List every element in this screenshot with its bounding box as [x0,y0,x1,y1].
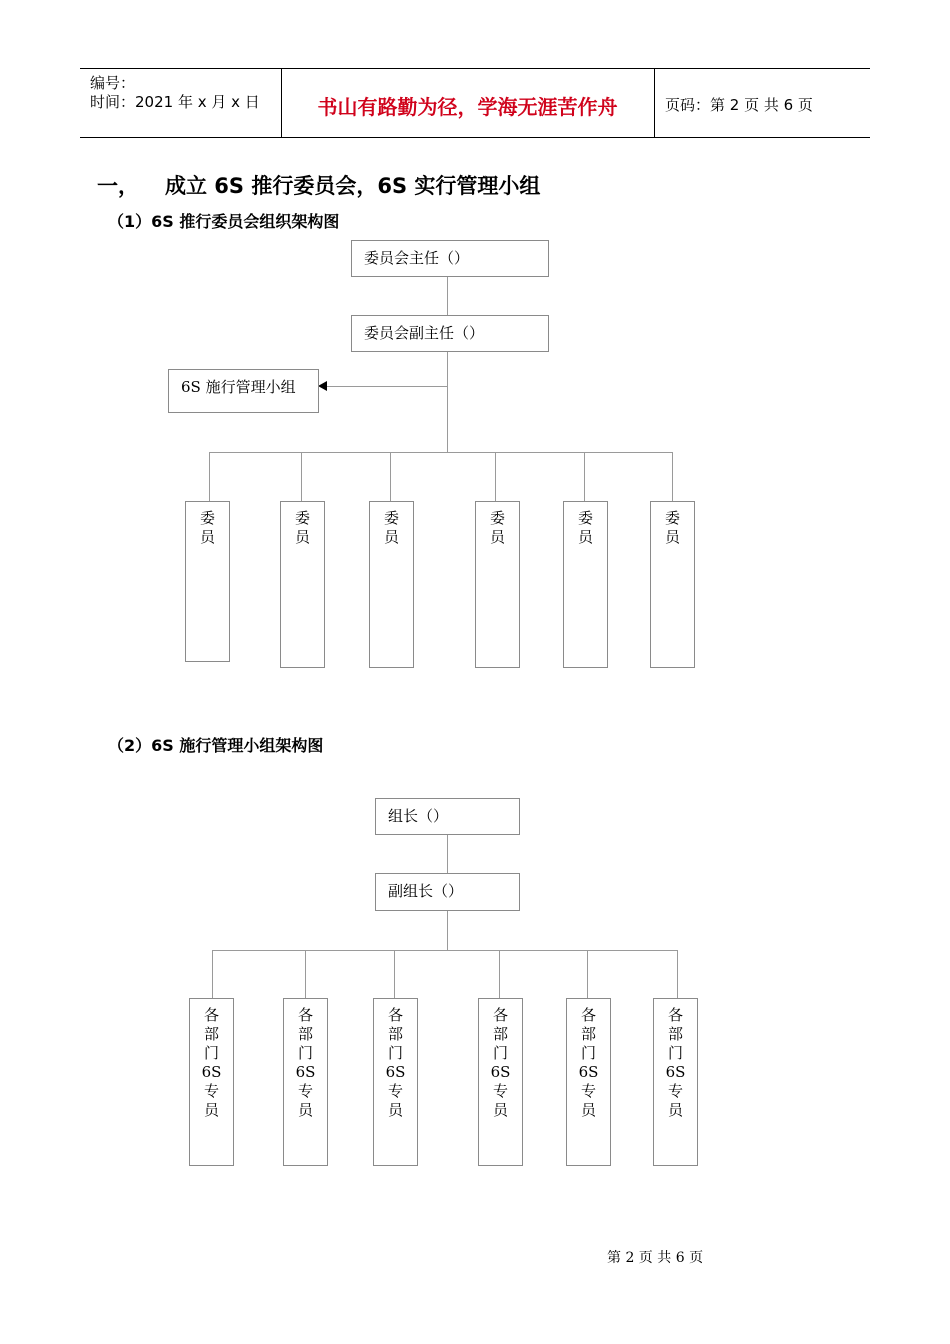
officer-char: 员 [580,1101,596,1119]
doc-code-label: 编号： [90,74,136,92]
header-page-info: 页码：第 2 页 共 6 页 [665,96,813,114]
committee-member-box [650,501,695,668]
officer-char: 部 [667,1025,683,1043]
chart1-drop-line [584,452,585,501]
officer-char: 专 [580,1082,596,1100]
chart2-drop-line [677,950,678,999]
header-right-cell [655,69,870,137]
officer-char: 各 [580,1006,596,1024]
officer-char: 部 [297,1025,313,1043]
chart2-drop-line [305,950,306,999]
member-char: 员 [664,528,680,546]
committee-director-box: 委员会主任（） [351,240,549,277]
chart1-caption: （1）6S 推行委员会组织架构图 [108,212,340,231]
chart2-branch-line [212,950,678,951]
section-title: 成立 6S 推行委员会，6S 实行管理小组 [165,174,541,198]
member-char: 委 [199,509,215,527]
officer-char: 各 [492,1006,508,1024]
member-char: 委 [489,509,505,527]
chart2-drop-line [499,950,500,999]
officer-char: 门 [387,1044,403,1062]
officer-char: 员 [387,1101,403,1119]
arrow-left-icon [318,381,327,391]
officer-char: 员 [203,1101,219,1119]
officer-char: 门 [203,1044,219,1062]
officer-char: 员 [297,1101,313,1119]
department-officer-box [653,998,698,1166]
section-number: 一， [97,174,139,198]
officer-char: 6S [295,1063,316,1081]
officer-char: 部 [203,1025,219,1043]
header-middle-cell [281,69,655,137]
member-char: 员 [294,528,310,546]
committee-deputy-box: 委员会副主任（） [351,315,549,352]
officer-char: 各 [297,1006,313,1024]
team-deputy-box: 副组长（） [375,873,520,911]
member-char: 委 [383,509,399,527]
department-officer-box [373,998,418,1166]
officer-char: 门 [667,1044,683,1062]
officer-char: 6S [490,1063,511,1081]
member-char: 员 [383,528,399,546]
chart1-drop-line [209,452,210,501]
committee-member-box [563,501,608,668]
officer-char: 6S [201,1063,222,1081]
chart2-drop-line [394,950,395,999]
officer-char: 各 [387,1006,403,1024]
chart1-trunk-line [447,276,448,452]
committee-member-box [369,501,414,668]
officer-char: 专 [387,1082,403,1100]
officer-char: 部 [580,1025,596,1043]
header-motto: 书山有路勤为径，学海无涯苦作舟 [317,95,618,119]
chart1-drop-line [495,452,496,501]
chart2-drop-line [587,950,588,999]
section-heading [97,170,540,200]
officer-char: 各 [203,1006,219,1024]
chart1-drop-line [301,452,302,501]
header-left-cell [80,69,282,137]
officer-char: 门 [297,1044,313,1062]
member-char: 委 [294,509,310,527]
officer-char: 专 [667,1082,683,1100]
page-header [80,68,870,138]
chart1-drop-line [672,452,673,501]
officer-char: 专 [203,1082,219,1100]
chart1-branch-line [209,452,672,453]
officer-char: 部 [387,1025,403,1043]
officer-char: 各 [667,1006,683,1024]
officer-char: 员 [492,1101,508,1119]
committee-member-box [185,501,230,662]
department-officer-box [283,998,328,1166]
member-char: 员 [577,528,593,546]
officer-char: 6S [665,1063,686,1081]
officer-char: 专 [297,1082,313,1100]
member-char: 员 [199,528,215,546]
officer-char: 门 [492,1044,508,1062]
team-leader-box: 组长（） [375,798,520,835]
chart1-drop-line [390,452,391,501]
officer-char: 员 [667,1101,683,1119]
officer-char: 部 [492,1025,508,1043]
department-officer-box [478,998,523,1166]
member-char: 委 [664,509,680,527]
committee-member-box [280,501,325,668]
officer-char: 6S [385,1063,406,1081]
department-officer-box [189,998,234,1166]
page-footer: 第 2 页 共 6 页 [607,1250,704,1266]
implementation-team-box: 6S 施行管理小组 [168,369,319,413]
doc-time-label: 时间：2021 年 x 月 x 日 [90,93,260,111]
officer-char: 专 [492,1082,508,1100]
member-char: 员 [489,528,505,546]
department-officer-box [566,998,611,1166]
chart1-team-connector [327,386,447,387]
member-char: 委 [577,509,593,527]
committee-member-box [475,501,520,668]
officer-char: 门 [580,1044,596,1062]
officer-char: 6S [578,1063,599,1081]
chart2-drop-line [212,950,213,999]
chart2-caption: （2）6S 施行管理小组架构图 [108,736,324,755]
